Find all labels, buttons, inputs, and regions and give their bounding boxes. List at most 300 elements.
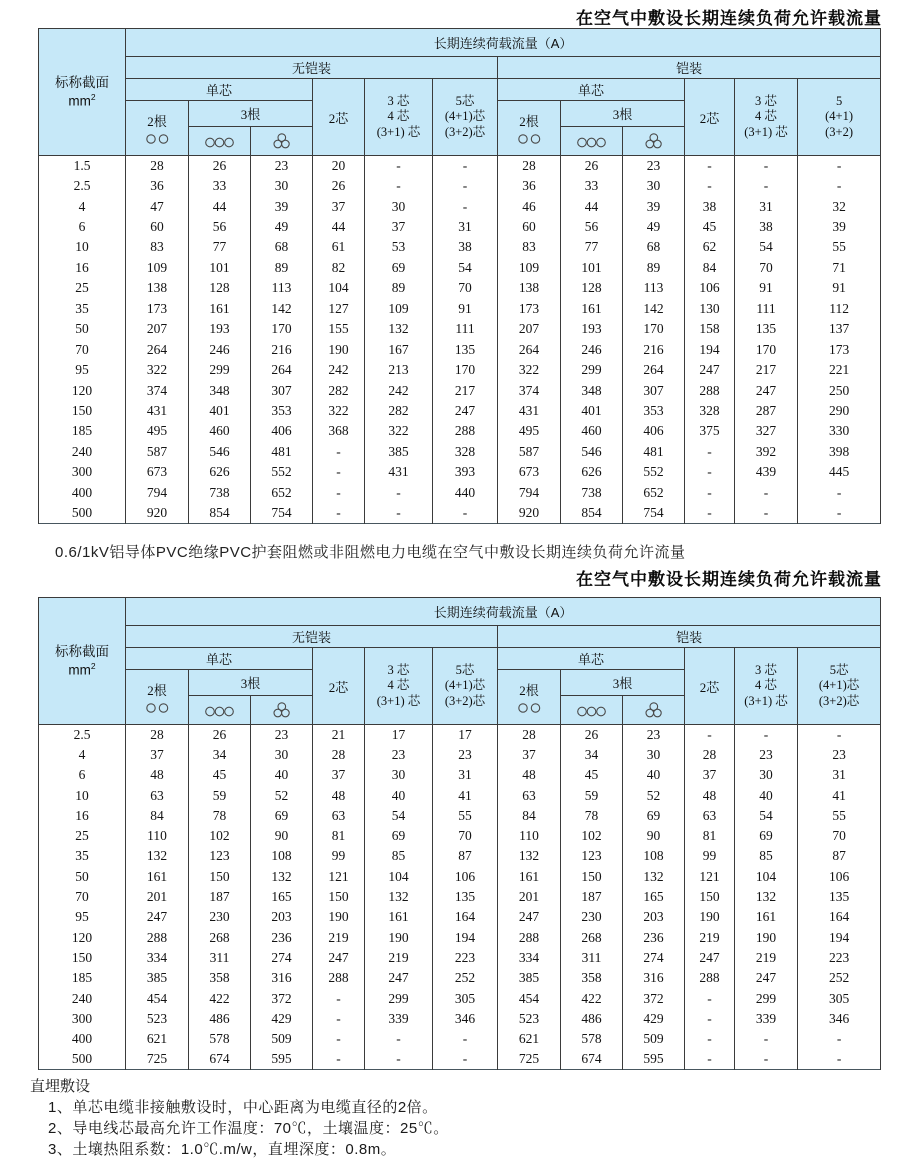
value-cell: 85 (365, 846, 433, 866)
value-cell: 121 (685, 867, 735, 887)
size-cell: 6 (39, 765, 126, 785)
value-cell: 203 (623, 907, 685, 927)
value-cell: 78 (189, 806, 251, 826)
value-cell: 509 (251, 1029, 313, 1049)
table-row (39, 483, 881, 503)
size-cell: 150 (39, 401, 126, 421)
size-cell: 10 (39, 785, 126, 805)
value-cell: 252 (798, 968, 881, 988)
value-cell: 63 (498, 785, 561, 805)
value-cell: 322 (126, 360, 189, 380)
value-cell: 216 (251, 339, 313, 359)
value-cell: 674 (189, 1049, 251, 1069)
value-cell: 167 (365, 339, 433, 359)
three-wires-header: 3根 (189, 670, 313, 696)
value-cell: 104 (313, 278, 365, 298)
value-cell: - (433, 156, 498, 176)
two-wires-header: 2根 (126, 101, 189, 156)
value-cell: 287 (735, 401, 798, 421)
table-row (39, 765, 881, 785)
value-cell: - (365, 483, 433, 503)
value-cell: 334 (498, 948, 561, 968)
value-cell: 68 (251, 237, 313, 257)
value-cell: 39 (798, 217, 881, 237)
value-cell: 89 (251, 258, 313, 278)
value-cell: 236 (251, 927, 313, 947)
value-cell: 216 (623, 339, 685, 359)
table-row (39, 785, 881, 805)
value-cell: 48 (126, 765, 189, 785)
value-cell: - (735, 176, 798, 196)
value-cell: 334 (126, 948, 189, 968)
value-cell: 40 (623, 765, 685, 785)
value-cell: 523 (126, 1009, 189, 1029)
value-cell: 135 (433, 339, 498, 359)
value-cell: 288 (685, 968, 735, 988)
armored-header: 铠装 (498, 626, 881, 648)
value-cell: 368 (313, 421, 365, 441)
value-cell: 288 (126, 927, 189, 947)
value-cell: 45 (189, 765, 251, 785)
value-cell: 439 (735, 462, 798, 482)
value-cell: 30 (735, 765, 798, 785)
value-cell: 101 (561, 258, 623, 278)
value-cell: 217 (735, 360, 798, 380)
value-cell: - (365, 1029, 433, 1049)
size-cell: 50 (39, 319, 126, 339)
value-cell: 63 (685, 806, 735, 826)
value-cell: 246 (561, 339, 623, 359)
value-cell: 30 (365, 765, 433, 785)
two-core-header: 2芯 (685, 648, 735, 725)
value-cell: 30 (365, 196, 433, 216)
table-row (39, 503, 881, 523)
three-wires-header: 3根 (561, 101, 685, 127)
value-cell: 111 (433, 319, 498, 339)
value-cell: 69 (623, 806, 685, 826)
three-circles-icon (577, 706, 606, 717)
value-cell: - (313, 988, 365, 1008)
value-cell: 20 (313, 156, 365, 176)
value-cell: 429 (623, 1009, 685, 1029)
two-core-header: 2芯 (313, 648, 365, 725)
value-cell: 45 (561, 765, 623, 785)
value-cell: 311 (561, 948, 623, 968)
flat-formation-header (561, 127, 623, 156)
value-cell: 854 (189, 503, 251, 523)
value-cell: 23 (251, 725, 313, 745)
value-cell: - (313, 1029, 365, 1049)
value-cell: 89 (365, 278, 433, 298)
value-cell: 59 (561, 785, 623, 805)
core-3-4-header: 3 芯 4 芯 (3+1) 芯 (365, 648, 433, 725)
value-cell: 48 (498, 765, 561, 785)
value-cell: 454 (498, 988, 561, 1008)
value-cell: 264 (126, 339, 189, 359)
value-cell: 84 (685, 258, 735, 278)
value-cell: 91 (433, 299, 498, 319)
value-cell: 738 (561, 483, 623, 503)
value-cell: 135 (735, 319, 798, 339)
two-core-header: 2芯 (313, 79, 365, 156)
value-cell: 247 (685, 360, 735, 380)
value-cell: 62 (685, 237, 735, 257)
table1-body (39, 156, 881, 524)
value-cell: 26 (313, 176, 365, 196)
value-cell: 106 (798, 867, 881, 887)
value-cell: 374 (498, 380, 561, 400)
value-cell: 150 (561, 867, 623, 887)
value-cell: 274 (623, 948, 685, 968)
value-cell: - (685, 503, 735, 523)
table-row (39, 846, 881, 866)
size-cell: 300 (39, 462, 126, 482)
value-cell: 85 (735, 846, 798, 866)
value-cell: 28 (126, 156, 189, 176)
value-cell: 81 (685, 826, 735, 846)
value-cell: 460 (561, 421, 623, 441)
value-cell: 31 (433, 217, 498, 237)
three-circles-icon (205, 706, 234, 717)
value-cell: 70 (433, 278, 498, 298)
value-cell: 193 (189, 319, 251, 339)
table-row (39, 462, 881, 482)
trefoil-formation-header (623, 696, 685, 725)
value-cell: 339 (735, 1009, 798, 1029)
table-row (39, 278, 881, 298)
size-cell: 240 (39, 988, 126, 1008)
value-cell: 230 (561, 907, 623, 927)
value-cell: 194 (685, 339, 735, 359)
value-cell: 392 (735, 442, 798, 462)
value-cell: 49 (623, 217, 685, 237)
value-cell: - (313, 442, 365, 462)
value-cell: 385 (365, 442, 433, 462)
burial-note-3: 3、土壤热阻系数：1.0℃.m/w，直埋深度：0.8m。 (48, 1141, 397, 1158)
value-cell: 626 (561, 462, 623, 482)
value-cell: 106 (685, 278, 735, 298)
value-cell: 108 (251, 846, 313, 866)
value-cell: 673 (126, 462, 189, 482)
value-cell: 84 (498, 806, 561, 826)
table-row (39, 725, 881, 745)
value-cell: 161 (735, 907, 798, 927)
value-cell: 217 (433, 380, 498, 400)
value-cell: 578 (561, 1029, 623, 1049)
value-cell: 132 (365, 887, 433, 907)
table-row (39, 401, 881, 421)
size-cell: 400 (39, 1029, 126, 1049)
value-cell: 246 (189, 339, 251, 359)
value-cell: 33 (189, 176, 251, 196)
value-cell: 247 (498, 907, 561, 927)
table-row (39, 237, 881, 257)
value-cell: 194 (798, 927, 881, 947)
value-cell: 794 (126, 483, 189, 503)
value-cell: 32 (798, 196, 881, 216)
single-core-header: 单芯 (498, 79, 685, 101)
value-cell: 84 (126, 806, 189, 826)
value-cell: 170 (623, 319, 685, 339)
size-cell: 70 (39, 887, 126, 907)
value-cell: - (735, 1049, 798, 1069)
value-cell: - (313, 503, 365, 523)
table-row (39, 360, 881, 380)
trefoil-formation-header (251, 127, 313, 156)
nominal-section-header: 标称截面 $mm^2$ (39, 598, 126, 725)
value-cell: 39 (251, 196, 313, 216)
value-cell: 652 (251, 483, 313, 503)
size-cell: 400 (39, 483, 126, 503)
value-cell: 194 (433, 927, 498, 947)
table-row (39, 1049, 881, 1069)
value-cell: 69 (365, 258, 433, 278)
size-cell: 120 (39, 380, 126, 400)
value-cell: 30 (251, 176, 313, 196)
burial-notes (30, 1077, 449, 1160)
value-cell: 219 (313, 927, 365, 947)
size-cell: 300 (39, 1009, 126, 1029)
value-cell: 190 (313, 907, 365, 927)
value-cell: 725 (126, 1049, 189, 1069)
value-cell: 552 (251, 462, 313, 482)
value-cell: 346 (798, 1009, 881, 1029)
value-cell: 431 (365, 462, 433, 482)
value-cell: 21 (313, 725, 365, 745)
value-cell: 155 (313, 319, 365, 339)
value-cell: 31 (798, 765, 881, 785)
value-cell: 626 (189, 462, 251, 482)
value-cell: 89 (623, 258, 685, 278)
value-cell: 91 (798, 278, 881, 298)
value-cell: 358 (189, 968, 251, 988)
table-row (39, 968, 881, 988)
size-cell: 2.5 (39, 725, 126, 745)
table-row (39, 156, 881, 176)
value-cell: 31 (433, 765, 498, 785)
value-cell: 213 (365, 360, 433, 380)
value-cell: 132 (498, 846, 561, 866)
value-cell: 44 (561, 196, 623, 216)
value-cell: 38 (735, 217, 798, 237)
value-cell: 54 (433, 258, 498, 278)
value-cell: 495 (498, 421, 561, 441)
table2-body (39, 725, 881, 1070)
table-row (39, 988, 881, 1008)
value-cell: 55 (798, 806, 881, 826)
table-row (39, 421, 881, 441)
value-cell: - (365, 176, 433, 196)
single-core-header: 单芯 (126, 648, 313, 670)
table-row (39, 887, 881, 907)
value-cell: 44 (189, 196, 251, 216)
size-cell: 2.5 (39, 176, 126, 196)
value-cell: 495 (126, 421, 189, 441)
value-cell: 23 (623, 725, 685, 745)
two-circles-icon (518, 134, 541, 144)
value-cell: 509 (623, 1029, 685, 1049)
core-5-header: 5芯 (4+1)芯 (3+2)芯 (433, 79, 498, 156)
value-cell: 316 (251, 968, 313, 988)
value-cell: 242 (313, 360, 365, 380)
value-cell: 37 (365, 217, 433, 237)
value-cell: 109 (365, 299, 433, 319)
value-cell: 486 (561, 1009, 623, 1029)
two-circles-icon (146, 703, 169, 713)
unarmored-header: 无铠装 (126, 57, 498, 79)
value-cell: - (433, 196, 498, 216)
value-cell: 348 (189, 380, 251, 400)
value-cell: 91 (735, 278, 798, 298)
nominal-section-header: 标称截面 $mm^2$ (39, 29, 126, 156)
value-cell: 282 (313, 380, 365, 400)
value-cell: 299 (189, 360, 251, 380)
value-cell: 353 (251, 401, 313, 421)
value-cell: 328 (685, 401, 735, 421)
value-cell: - (735, 503, 798, 523)
value-cell: 242 (365, 380, 433, 400)
two-wires-header: 2根 (126, 670, 189, 725)
value-cell: 59 (189, 785, 251, 805)
value-cell: 247 (685, 948, 735, 968)
value-cell: 595 (251, 1049, 313, 1069)
load-current-header: 长期连续荷载流量（A） (126, 598, 881, 626)
value-cell: 203 (251, 907, 313, 927)
value-cell: 330 (798, 421, 881, 441)
value-cell: 754 (623, 503, 685, 523)
value-cell: 26 (189, 725, 251, 745)
value-cell: - (735, 725, 798, 745)
value-cell: 138 (498, 278, 561, 298)
value-cell: 38 (685, 196, 735, 216)
value-cell: 128 (189, 278, 251, 298)
value-cell: 219 (685, 927, 735, 947)
value-cell: 429 (251, 1009, 313, 1029)
burial-note-2: 2、导电线芯最高允许工作温度：70℃，土壤温度：25℃。 (48, 1120, 449, 1137)
value-cell: 63 (313, 806, 365, 826)
size-cell: 150 (39, 948, 126, 968)
value-cell: 290 (798, 401, 881, 421)
value-cell: 406 (251, 421, 313, 441)
value-cell: 372 (251, 988, 313, 1008)
size-cell: 120 (39, 927, 126, 947)
value-cell: 46 (498, 196, 561, 216)
value-cell: 161 (189, 299, 251, 319)
value-cell: - (798, 156, 881, 176)
value-cell: 41 (798, 785, 881, 805)
value-cell: 142 (623, 299, 685, 319)
value-cell: 401 (189, 401, 251, 421)
unarmored-header: 无铠装 (126, 626, 498, 648)
table-row (39, 806, 881, 826)
size-cell: 16 (39, 258, 126, 278)
value-cell: 247 (126, 907, 189, 927)
value-cell: - (685, 156, 735, 176)
value-cell: 440 (433, 483, 498, 503)
table-row (39, 948, 881, 968)
value-cell: 23 (623, 156, 685, 176)
value-cell: 288 (685, 380, 735, 400)
value-cell: 37 (313, 765, 365, 785)
value-cell: 54 (735, 237, 798, 257)
flat-formation-header (561, 696, 623, 725)
value-cell: 77 (189, 237, 251, 257)
value-cell: - (365, 156, 433, 176)
value-cell: 587 (498, 442, 561, 462)
table-row (39, 907, 881, 927)
value-cell: 161 (498, 867, 561, 887)
value-cell: 87 (798, 846, 881, 866)
value-cell: 142 (251, 299, 313, 319)
value-cell: - (685, 988, 735, 1008)
value-cell: 173 (498, 299, 561, 319)
table-row (39, 745, 881, 765)
value-cell: 37 (313, 196, 365, 216)
value-cell: 37 (126, 745, 189, 765)
table-row (39, 196, 881, 216)
value-cell: 28 (313, 745, 365, 765)
value-cell: 794 (498, 483, 561, 503)
value-cell: 268 (561, 927, 623, 947)
size-cell: 4 (39, 745, 126, 765)
value-cell: 201 (498, 887, 561, 907)
value-cell: 552 (623, 462, 685, 482)
value-cell: 221 (798, 360, 881, 380)
value-cell: 307 (623, 380, 685, 400)
value-cell: 223 (798, 948, 881, 968)
size-cell: 16 (39, 806, 126, 826)
value-cell: 460 (189, 421, 251, 441)
value-cell: 311 (189, 948, 251, 968)
value-cell: 135 (433, 887, 498, 907)
ampacity-table-1 (38, 28, 881, 524)
core-3-4-header: 3 芯 4 芯 (3+1) 芯 (735, 648, 798, 725)
value-cell: 358 (561, 968, 623, 988)
value-cell: 99 (685, 846, 735, 866)
value-cell: 150 (313, 887, 365, 907)
value-cell: 30 (251, 745, 313, 765)
value-cell: 595 (623, 1049, 685, 1069)
value-cell: 173 (798, 339, 881, 359)
value-cell: 264 (623, 360, 685, 380)
value-cell: 40 (735, 785, 798, 805)
value-cell: 36 (126, 176, 189, 196)
value-cell: 52 (623, 785, 685, 805)
value-cell: - (433, 1029, 498, 1049)
value-cell: 230 (189, 907, 251, 927)
value-cell: 23 (735, 745, 798, 765)
value-cell: 406 (623, 421, 685, 441)
value-cell: - (735, 1029, 798, 1049)
value-cell: 28 (685, 745, 735, 765)
value-cell: 54 (735, 806, 798, 826)
core-5-header: 5芯 (4+1)芯 (3+2)芯 (433, 648, 498, 725)
value-cell: 30 (623, 176, 685, 196)
value-cell: 445 (798, 462, 881, 482)
size-cell: 50 (39, 867, 126, 887)
value-cell: 190 (685, 907, 735, 927)
single-core-header: 单芯 (498, 648, 685, 670)
value-cell: 621 (498, 1029, 561, 1049)
value-cell: 63 (126, 785, 189, 805)
value-cell: 39 (623, 196, 685, 216)
value-cell: 130 (685, 299, 735, 319)
value-cell: 112 (798, 299, 881, 319)
value-cell: 236 (623, 927, 685, 947)
value-cell: 132 (735, 887, 798, 907)
three-wires-header: 3根 (561, 670, 685, 696)
value-cell: - (685, 1029, 735, 1049)
